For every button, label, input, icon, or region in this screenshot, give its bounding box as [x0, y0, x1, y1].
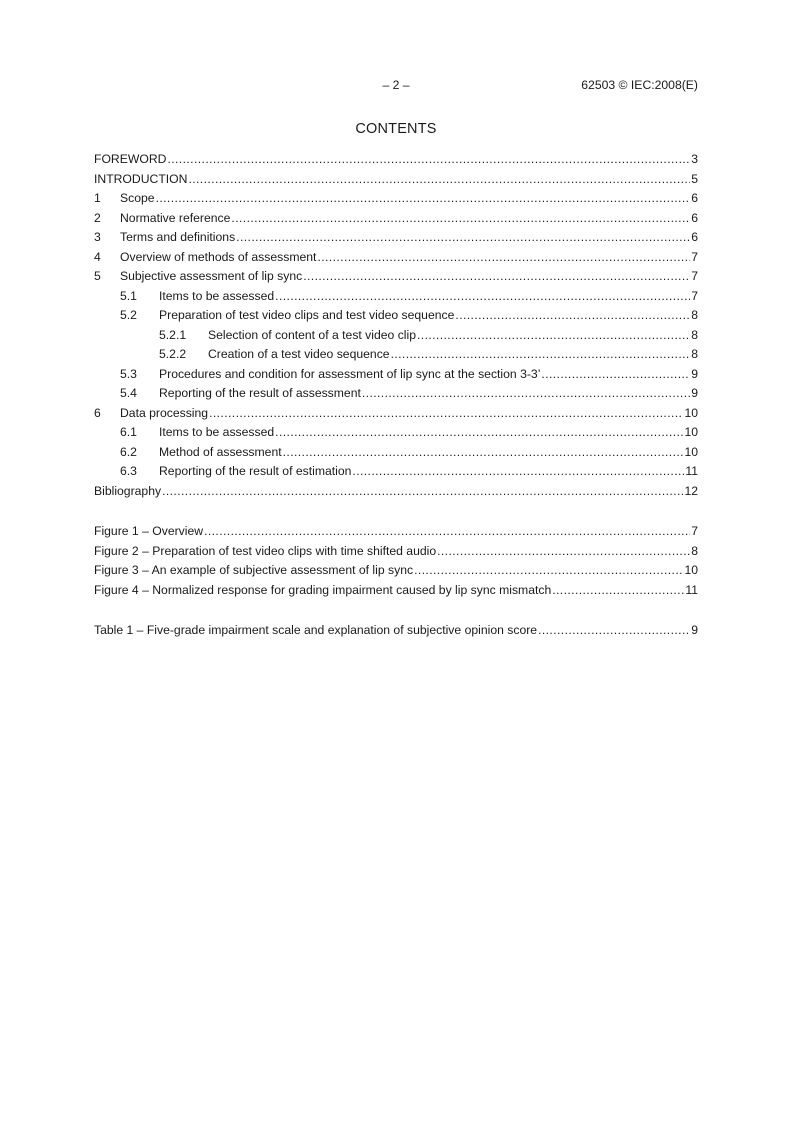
toc-entry-label: Bibliography — [94, 483, 162, 498]
toc-entry-number: 2 — [94, 210, 101, 225]
toc-entry[interactable] — [94, 621, 698, 641]
toc-entry-label: Scope — [120, 191, 155, 205]
toc-entry-label: Normative reference — [120, 210, 231, 225]
toc-entry[interactable] — [94, 423, 698, 443]
toc-entry[interactable] — [94, 443, 698, 463]
toc-entry-label: Subjective assessment of lip sync — [120, 269, 303, 283]
toc-dot-leader — [455, 306, 690, 326]
toc-dot-leader — [162, 482, 683, 502]
toc-entry[interactable] — [94, 404, 698, 424]
toc-sections — [94, 150, 698, 501]
toc-entry-page: 9 — [691, 386, 698, 400]
toc-entry-page: 8 — [691, 347, 698, 361]
toc-dot-leader — [275, 287, 690, 307]
toc-dot-leader — [236, 228, 690, 248]
toc-entry[interactable] — [94, 287, 698, 307]
toc-entry-label: Data processing — [120, 405, 209, 420]
toc-entry-label: Overview of methods of assessment — [120, 249, 317, 264]
toc-entry-page: 11 — [685, 582, 698, 597]
toc-dot-leader — [275, 423, 683, 443]
toc-entry[interactable] — [94, 462, 698, 482]
toc-dot-leader — [362, 384, 690, 404]
toc-dot-leader — [541, 365, 690, 385]
toc-entry-page: 9 — [691, 366, 698, 381]
page-header — [94, 77, 698, 93]
toc-entry-page: 6 — [691, 191, 698, 205]
toc-entry-page: 8 — [691, 543, 698, 558]
toc-entry-number: 6.3 — [120, 464, 137, 478]
toc-dot-leader — [204, 522, 690, 542]
toc-dot-leader — [317, 248, 690, 268]
toc-entry-page: 11 — [685, 464, 698, 478]
toc-entry[interactable] — [94, 189, 698, 209]
toc-entry-number: 3 — [94, 230, 101, 244]
toc-dot-leader — [209, 404, 683, 424]
toc-entry-number: 5.3 — [120, 366, 137, 381]
toc-dot-leader — [352, 462, 684, 482]
toc-entry-label: Creation of a test video sequence — [208, 347, 390, 361]
toc-entry-page: 8 — [691, 308, 698, 322]
toc-entry-label: Figure 2 – Preparation of test video clips with time shifted audio — [94, 543, 437, 558]
toc-entry[interactable] — [94, 170, 698, 190]
toc-entry[interactable] — [94, 542, 698, 562]
toc-entry[interactable] — [94, 345, 698, 365]
toc-entry-label: Preparation of test video clips and test video sequence — [159, 308, 455, 322]
toc-entry[interactable] — [94, 365, 698, 385]
document-reference: 62503 © IEC:2008(E) — [581, 78, 698, 92]
toc-spacer — [94, 501, 698, 522]
toc-entry-label: Reporting of the result of assessment — [159, 386, 361, 400]
toc-entry-label: Terms and definitions — [120, 230, 236, 244]
toc-entry-number: 4 — [94, 249, 101, 264]
toc-dot-leader — [414, 561, 683, 581]
toc-entry-label: Procedures and condition for assessment of lip sync at the section 3-3’ — [159, 366, 541, 381]
toc-entry[interactable] — [94, 150, 698, 170]
toc-entry-number: 5.4 — [120, 386, 137, 400]
toc-dot-leader — [552, 581, 684, 601]
toc-entry-number: 5.2.2 — [159, 347, 187, 361]
toc-entry[interactable] — [94, 561, 698, 581]
toc-entry-number: 5.2 — [120, 308, 137, 322]
toc-entry-page: 6 — [691, 210, 698, 225]
toc-entry-number: 6.2 — [120, 444, 137, 459]
toc-entry-label: Items to be assessed — [159, 425, 275, 439]
toc-entry[interactable] — [94, 228, 698, 248]
toc-entry-page: 12 — [684, 483, 698, 498]
toc-dot-leader — [283, 443, 684, 463]
toc-entry[interactable] — [94, 209, 698, 229]
toc-entry-page: 9 — [691, 623, 698, 637]
toc-dot-leader — [417, 326, 690, 346]
toc-dot-leader — [538, 621, 690, 641]
toc-entry-page: 10 — [684, 425, 698, 439]
toc-tables — [94, 621, 698, 641]
toc-entry-page: 8 — [691, 327, 698, 342]
toc-entry[interactable] — [94, 384, 698, 404]
toc-entry-label: Reporting of the result of estimation — [159, 464, 352, 478]
toc-entry-number: 6.1 — [120, 425, 137, 439]
toc-entry-label: Figure 1 – Overview — [94, 524, 204, 538]
toc-entry-number: 5 — [94, 269, 101, 283]
toc-dot-leader — [391, 345, 691, 365]
toc-entry-page: 6 — [691, 230, 698, 244]
toc-entry-label: Selection of content of a test video clip — [208, 327, 416, 342]
toc-entry[interactable] — [94, 522, 698, 542]
toc-dot-leader — [437, 542, 690, 562]
toc-entry-page: 7 — [691, 288, 698, 303]
toc-entry[interactable] — [94, 267, 698, 287]
toc-dot-leader — [167, 150, 690, 170]
toc-entry-label: Figure 3 – An example of subjective assessment of lip sync — [94, 563, 414, 577]
toc-entry-page: 5 — [691, 171, 698, 186]
toc-entry[interactable] — [94, 482, 698, 502]
table-of-contents — [94, 150, 698, 641]
toc-entry-number: 1 — [94, 191, 101, 205]
toc-entry-page: 7 — [691, 524, 698, 538]
toc-entry[interactable] — [94, 326, 698, 346]
toc-entry-label: Items to be assessed — [159, 288, 275, 303]
toc-entry-page: 10 — [684, 444, 698, 459]
toc-entry-label: INTRODUCTION — [94, 171, 188, 186]
toc-dot-leader — [156, 189, 691, 209]
toc-entry-page: 10 — [684, 405, 698, 420]
toc-spacer — [94, 600, 698, 621]
toc-entry-page: 3 — [691, 152, 698, 166]
toc-dot-leader — [231, 209, 690, 229]
toc-entry[interactable] — [94, 306, 698, 326]
contents-title: CONTENTS — [355, 121, 437, 137]
toc-entry-page: 7 — [691, 249, 698, 264]
toc-entry-number: 6 — [94, 405, 101, 420]
toc-entry-number: 5.1 — [120, 288, 137, 303]
toc-entry-page: 10 — [684, 563, 698, 577]
toc-entry[interactable] — [94, 248, 698, 268]
toc-figures — [94, 522, 698, 600]
toc-entry-number: 5.2.1 — [159, 327, 187, 342]
toc-entry-label: FOREWORD — [94, 152, 167, 166]
toc-dot-leader — [303, 267, 690, 287]
toc-dot-leader — [188, 170, 690, 190]
toc-entry-label: Method of assessment — [159, 444, 282, 459]
toc-entry-label: Figure 4 – Normalized response for grading impairment caused by lip sync mismatch — [94, 582, 552, 597]
page-number: – 2 – — [382, 78, 410, 92]
toc-entry-label: Table 1 – Five-grade impairment scale and explanation of subjective opinion score — [94, 623, 538, 637]
toc-entry[interactable] — [94, 581, 698, 601]
toc-entry-page: 7 — [691, 269, 698, 283]
